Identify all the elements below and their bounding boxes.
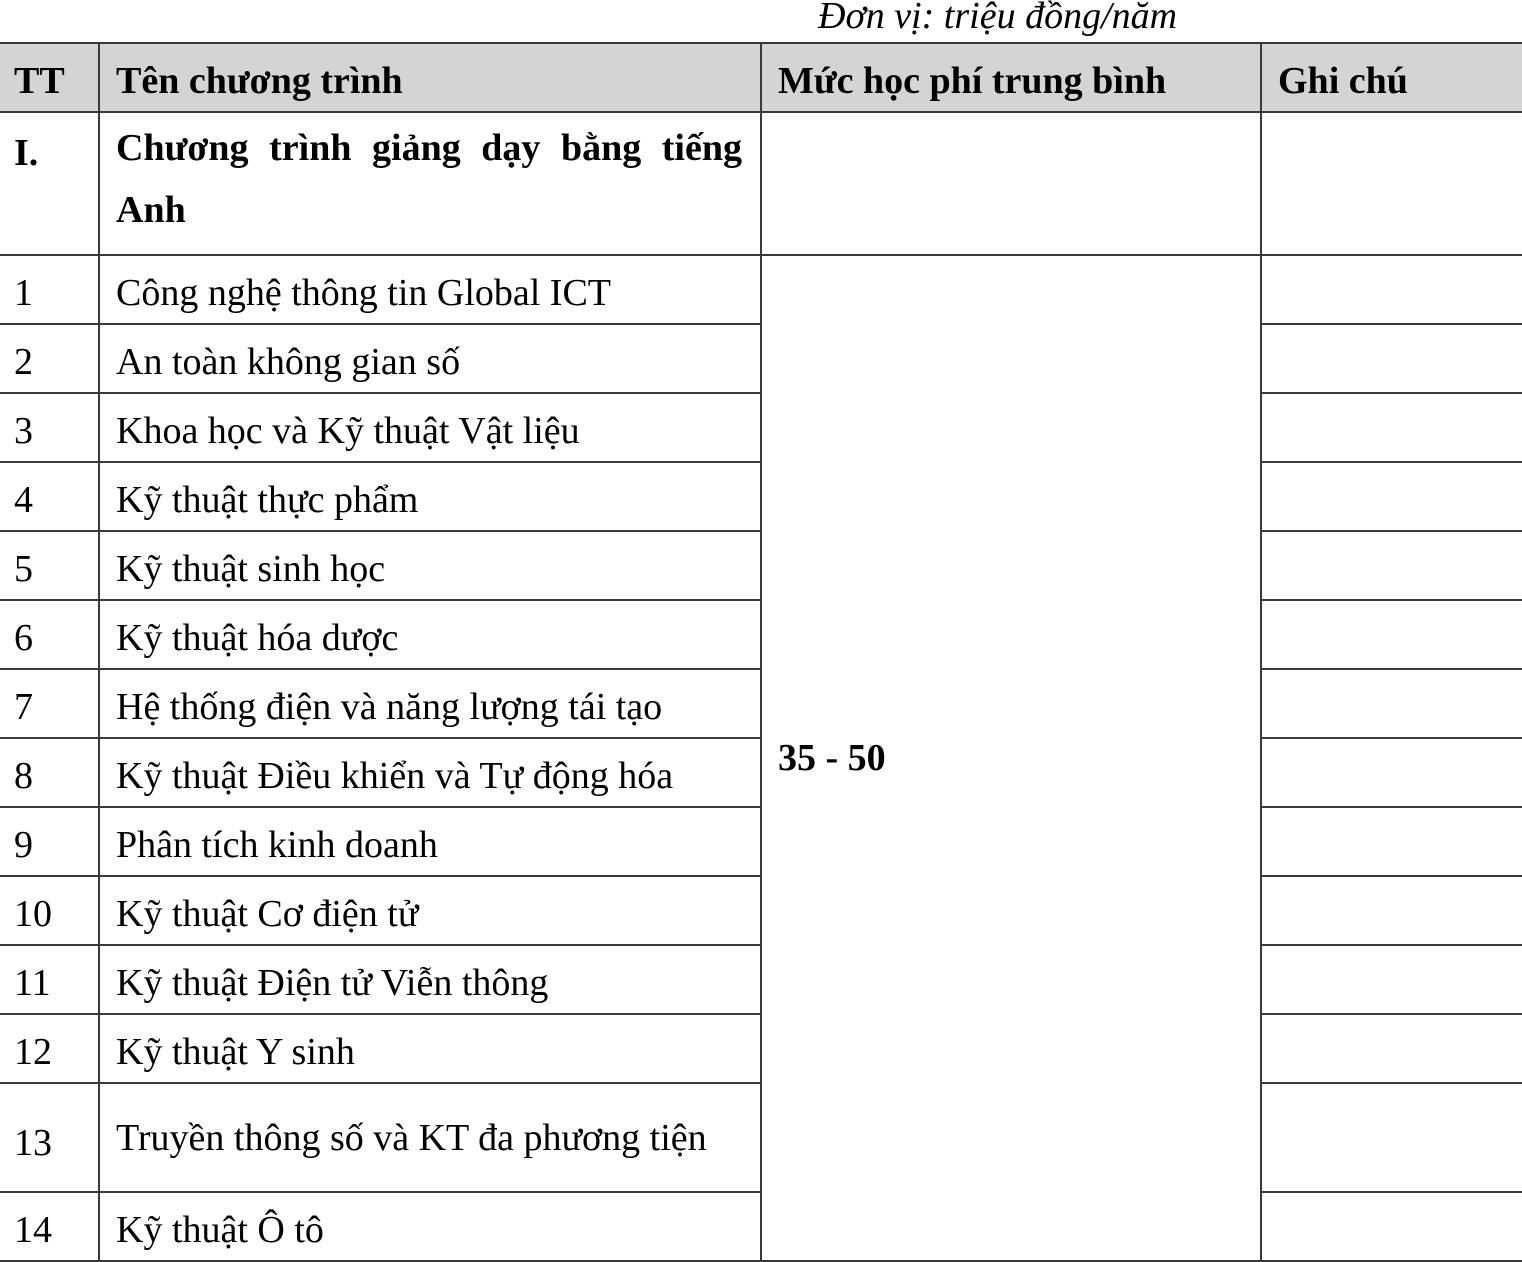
row-number: 8 <box>0 738 99 807</box>
note-cell <box>1261 255 1522 324</box>
program-name: Truyền thông số và KT đa phương tiện <box>99 1083 761 1192</box>
note-cell <box>1261 738 1522 807</box>
program-name: Kỹ thuật Y sinh <box>99 1014 761 1083</box>
row-number: 12 <box>0 1014 99 1083</box>
note-cell <box>1261 876 1522 945</box>
program-name: Kỹ thuật Cơ điện tử <box>99 876 761 945</box>
program-name: Kỹ thuật hóa dược <box>99 600 761 669</box>
note-cell <box>1261 324 1522 393</box>
note-cell <box>1261 1014 1522 1083</box>
section-note-cell <box>1261 112 1522 255</box>
section-number: I. <box>0 112 99 255</box>
row-number: 7 <box>0 669 99 738</box>
program-name: Hệ thống điện và năng lượng tái tạo <box>99 669 761 738</box>
program-name: Phân tích kinh doanh <box>99 807 761 876</box>
program-name: Kỹ thuật Điện tử Viễn thông <box>99 945 761 1014</box>
program-name: An toàn không gian số <box>99 324 761 393</box>
unit-label: Đơn vị: triệu đồng/năm <box>818 0 1178 37</box>
note-cell <box>1261 1192 1522 1261</box>
program-name: Kỹ thuật Ô tô <box>99 1192 761 1261</box>
header-tt: TT <box>0 43 99 112</box>
tuition-table <box>0 42 1522 1262</box>
program-name: Khoa học và Kỹ thuật Vật liệu <box>99 393 761 462</box>
header-average-fee: Mức học phí trung bình <box>761 43 1261 112</box>
row-number: 13 <box>0 1083 99 1192</box>
program-name: Công nghệ thông tin Global ICT <box>99 255 761 324</box>
fee-value: 35 - 50 <box>761 255 1261 1261</box>
row-number: 10 <box>0 876 99 945</box>
program-name: Kỹ thuật Điều khiển và Tự động hóa <box>99 738 761 807</box>
row-number: 2 <box>0 324 99 393</box>
row-number: 6 <box>0 600 99 669</box>
note-cell <box>1261 669 1522 738</box>
note-cell <box>1261 1083 1522 1192</box>
program-name: Kỹ thuật thực phẩm <box>99 462 761 531</box>
section-row <box>0 112 1522 255</box>
section-title: Chương trình giảng dạy bằng tiếng Anh <box>99 112 761 255</box>
program-name: Kỹ thuật sinh học <box>99 531 761 600</box>
note-cell <box>1261 600 1522 669</box>
section-fee-cell <box>761 112 1261 255</box>
header-program-name: Tên chương trình <box>99 43 761 112</box>
row-number: 5 <box>0 531 99 600</box>
row-number: 1 <box>0 255 99 324</box>
header-note: Ghi chú <box>1261 43 1522 112</box>
note-cell <box>1261 462 1522 531</box>
row-number: 4 <box>0 462 99 531</box>
row-number: 3 <box>0 393 99 462</box>
note-cell <box>1261 393 1522 462</box>
row-number: 11 <box>0 945 99 1014</box>
note-cell <box>1261 807 1522 876</box>
table-row <box>0 255 1522 324</box>
row-number: 9 <box>0 807 99 876</box>
header-row <box>0 43 1522 112</box>
note-cell <box>1261 531 1522 600</box>
row-number: 14 <box>0 1192 99 1261</box>
note-cell <box>1261 945 1522 1014</box>
